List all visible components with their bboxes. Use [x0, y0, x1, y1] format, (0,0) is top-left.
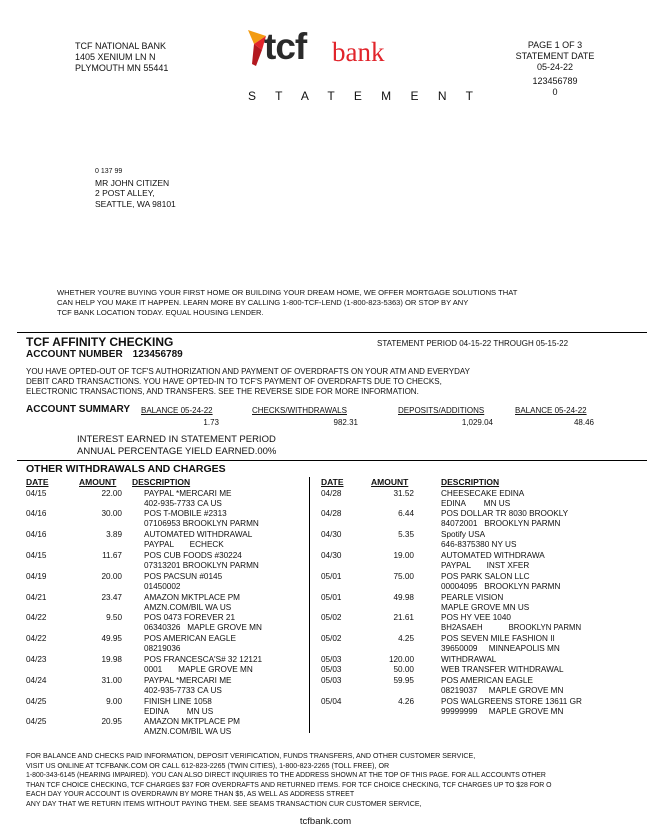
- bank-website: tcfbank.com: [299, 816, 352, 827]
- tx-date: 04/15: [26, 489, 47, 498]
- tx-date: 04/25: [26, 697, 47, 706]
- account-reference-sub: 0: [552, 87, 558, 97]
- tx-amount: 19.00: [393, 551, 414, 560]
- logo-tcf-text: tcf: [264, 26, 307, 67]
- tx-date: 05/03: [321, 676, 342, 685]
- tx-description: PAYPAL *MERCARI ME: [144, 489, 232, 498]
- tx-description-detail: 08219037 MAPLE GROVE MN: [441, 685, 564, 695]
- tx-description: AUTOMATED WITHDRAWA: [441, 551, 545, 560]
- tx-description: POS AMERICAN EAGLE: [441, 676, 533, 685]
- tx-description: WITHDRAWAL: [441, 655, 497, 664]
- tx-date: 04/16: [26, 530, 47, 539]
- tx-amount: 31.00: [101, 676, 122, 685]
- notice-line: YOU HAVE OPTED-OUT OF TCF'S AUTHORIZATION AND PAYMENT OF OVERDRAFTS ON YOUR ATM AND EVERYDAY: [26, 367, 470, 376]
- customer-code: 0 137 99: [95, 168, 123, 175]
- footer-line: VISIT US ONLINE AT TCFBANK.COM OR CALL 612-823-2265 (TWIN CITIES), 1-800-823-2265 (TOLL FREE), OR: [26, 761, 390, 770]
- tx-amount: 19.98: [101, 655, 122, 664]
- footer-line: ANY DAY THAT WE RETURN ITEMS WITHOUT PAYING THEM. SEE SEAMS TRANSACTION CUR CUSTOMER SERVICE,: [26, 799, 422, 808]
- tx-date: 04/19: [26, 572, 47, 581]
- tx-description-detail: 84072001 BROOKLYN PARMN: [441, 518, 561, 528]
- tx-amount: 59.95: [393, 676, 414, 685]
- tx-description: FINISH LINE 1058: [144, 697, 212, 706]
- statement-heading: S T A T E M E N T: [248, 89, 481, 103]
- tx-description: POS PARK SALON LLC: [441, 572, 530, 581]
- tx-description-detail: WEB TRANSFER WITHDRAWAL: [441, 664, 564, 674]
- footer-line: FOR BALANCE AND CHECKS PAID INFORMATION, DEPOSIT VERIFICATION, FUNDS TRANSFERS, AND OTHER CUSTOMER SERVICE,: [26, 752, 476, 760]
- tx-amount: 4.26: [398, 697, 414, 706]
- tx-description: POS DOLLAR TR 8030 BROOKLY: [441, 509, 569, 518]
- tx-description: PEARLE VISION: [441, 593, 504, 602]
- tx-date: 05/01: [321, 593, 342, 602]
- tx-date: 05/03: [321, 655, 342, 664]
- tx-amount: 3.89: [106, 530, 122, 539]
- promo-line: CAN HELP YOU MAKE IT HAPPEN. LEARN MORE BY CALLING 1-800-TCF-LEND (1-800-823-5363) OR STOP BY ANY: [57, 298, 469, 307]
- tx-description: POS CUB FOODS #30224: [144, 551, 242, 560]
- tx-date: 04/25: [26, 717, 47, 726]
- tx-amount: 5.35: [398, 530, 414, 539]
- tx-amount: 11.67: [102, 551, 122, 560]
- summary-closing-balance: 48.46: [573, 418, 594, 427]
- tx-description: POS AMERICAN EAGLE: [144, 634, 236, 643]
- account-reference: 123456789: [532, 76, 578, 86]
- withdrawals-title: OTHER WITHDRAWALS AND CHARGES: [26, 463, 226, 475]
- summary-header-closing-balance: BALANCE 05-24-22: [515, 406, 587, 415]
- tx-date: 04/24: [26, 676, 47, 685]
- tx-description-detail: 646-8375380 NY US: [441, 539, 517, 549]
- tx-amount: 49.95: [101, 634, 122, 643]
- tx-amount: 50.00: [393, 664, 414, 674]
- statement-header-info: [500, 40, 610, 98]
- tx-amount: 9.00: [106, 697, 122, 706]
- tx-date: 04/22: [26, 613, 47, 622]
- tx-date: 05/01: [321, 572, 342, 581]
- tx-description: POS WALGREENS STORE 13611 GR: [441, 697, 582, 706]
- tcf-bank-logo: [246, 28, 406, 78]
- col-header-date: DATE: [26, 477, 49, 487]
- bank-name: TCF NATIONAL BANK: [75, 41, 167, 51]
- summary-header-withdrawals: CHECKS/WITHDRAWALS: [252, 406, 347, 415]
- notice-line: DEBIT CARD TRANSACTIONS. YOU HAVE OPTED-IN TO TCF'S PAYMENT OF OVERDRAFTS DUE TO CHECKS,: [26, 377, 442, 386]
- tx-date: 04/21: [26, 593, 47, 602]
- col-header-description: DESCRIPTION: [132, 477, 191, 487]
- tx-description-detail: MAPLE GROVE MN US: [441, 602, 530, 612]
- tx-date: 05/02: [321, 613, 342, 622]
- account-number-label: ACCOUNT NUMBER: [26, 349, 123, 360]
- logo-bank-text: bank: [332, 37, 385, 67]
- col-header-amount: AMOUNT: [371, 477, 409, 487]
- tx-amount: 120.00: [388, 655, 414, 664]
- summary-header-deposits: DEPOSITS/ADDITIONS: [398, 406, 485, 415]
- tx-description-detail: 00004095 BROOKLYN PARMN: [441, 581, 561, 591]
- tx-date: 04/28: [321, 509, 342, 518]
- promo-line: TCF BANK LOCATION TODAY. EQUAL HOUSING LENDER.: [57, 308, 264, 317]
- tx-description-detail: 0001 MAPLE GROVE MN: [144, 664, 253, 674]
- tx-description-detail: PAYPAL ECHECK: [144, 539, 224, 549]
- tx-amount: 20.00: [101, 572, 122, 581]
- tx-description-detail: 99999999 MAPLE GROVE MN: [441, 706, 564, 716]
- statement-period: STATEMENT PERIOD 04-15-22 THROUGH 05-15-22: [377, 339, 569, 348]
- tx-description-detail: EDINA MN US: [144, 706, 214, 716]
- tx-description-detail: 402-935-7733 CA US: [144, 498, 222, 508]
- tx-amount: 49.98: [393, 593, 414, 602]
- tx-date: 04/16: [26, 509, 47, 518]
- tx-description: AMAZON MKTPLACE PM: [144, 593, 240, 602]
- tx-description-detail: 402-935-7733 CA US: [144, 685, 222, 695]
- tx-date: 05/02: [321, 634, 342, 643]
- tx-amount: 30.00: [101, 509, 122, 518]
- tx-description: POS 0473 FOREVER 21: [144, 613, 236, 622]
- tx-amount: 31.52: [393, 489, 414, 498]
- tx-date: 04/28: [321, 489, 342, 498]
- tx-amount: 6.44: [398, 509, 414, 518]
- tx-description-detail: 08219036: [144, 643, 181, 653]
- summary-opening-balance: 1.73: [203, 418, 219, 427]
- notice-line: ELECTRONIC TRANSACTIONS, AND TRANSFERS. SEE THE REVERSE SIDE FOR MORE INFORMATION.: [26, 387, 419, 396]
- section-divider: [17, 460, 647, 461]
- footer-line: EACH DAY YOUR ACCOUNT IS OVERDRAWN BY MORE THAN $5, AS WELL AS ADDRESS STREET: [26, 790, 355, 799]
- tx-description-detail: AMZN.COM/BIL WA US: [144, 726, 232, 736]
- tx-amount: 4.25: [398, 634, 414, 643]
- footer-line: THAN TCF CHOICE CHECKING, TCF CHARGES $37 FOR OVERDRAFTS AND RETURNED ITEMS. FOR TCF CHOICE CHECKING, TCF CHARGES UP TO $28 FOR O: [26, 781, 552, 789]
- interest-info: [77, 434, 276, 458]
- tx-description: Spotify USA: [441, 530, 486, 539]
- annual-percentage-yield: ANNUAL PERCENTAGE YIELD EARNED.00%: [77, 446, 277, 457]
- tx-date: 04/22: [26, 634, 47, 643]
- tx-amount: 75.00: [393, 572, 414, 581]
- bank-address: [75, 41, 168, 74]
- tx-date: 05/03: [321, 664, 342, 674]
- tx-amount: 23.47: [101, 593, 122, 602]
- tx-description: PAYPAL *MERCARI ME: [144, 676, 232, 685]
- summary-header-opening-balance: BALANCE 05-24-22: [141, 406, 213, 415]
- tx-description-detail: 01450002: [144, 581, 181, 591]
- tx-amount: 22.00: [101, 489, 122, 498]
- statement-date: 05-24-22: [536, 62, 574, 72]
- col-header-date: DATE: [321, 477, 344, 487]
- tx-date: 05/04: [321, 697, 342, 706]
- account-number-row: [26, 349, 183, 360]
- bank-address-line1: 1405 XENIUM LN N: [75, 52, 156, 62]
- tx-description-detail: PAYPAL INST XFER: [441, 560, 530, 570]
- column-divider: [309, 477, 310, 733]
- tx-description: POS HY VEE 1040: [441, 613, 511, 622]
- mortgage-promo: [57, 288, 582, 318]
- account-title: TCF AFFINITY CHECKING: [26, 335, 174, 349]
- tx-description-detail: AMZN.COM/BIL WA US: [144, 602, 232, 612]
- interest-earned: INTEREST EARNED IN STATEMENT PERIOD: [77, 434, 276, 445]
- account-number: 123456789: [132, 349, 183, 360]
- tx-description: CHEESECAKE EDINA: [441, 489, 525, 498]
- tx-date: 04/30: [321, 530, 342, 539]
- statement-date-label: STATEMENT DATE: [515, 51, 595, 61]
- section-divider: [17, 332, 647, 333]
- tx-description: AUTOMATED WITHDRAWAL: [144, 530, 253, 539]
- page-number: PAGE 1 OF 3: [527, 40, 583, 50]
- footer-line: 1-800-343-6145 (HEARING IMPAIRED). YOU CAN ALSO DIRECT INQUIRIES TO THE ADDRESS SHOWN AT THE TOP OF THIS PAGE. FOR ALL ACCOUNTS OTHER: [26, 772, 546, 780]
- tx-description-detail: 06340326 MAPLE GROVE MN: [144, 622, 262, 632]
- tx-description: AMAZON MKTPLACE PM: [144, 717, 240, 726]
- customer-city: SEATTLE, WA 98101: [95, 198, 176, 209]
- tx-date: 04/23: [26, 655, 47, 664]
- tx-description-detail: 07106953 BROOKLYN PARMN: [144, 518, 259, 528]
- promo-line: WHETHER YOU'RE BUYING YOUR FIRST HOME OR BUILDING YOUR DREAM HOME, WE OFFER MORTGAGE SOLUTIONS THAT: [57, 288, 518, 297]
- tx-amount: 20.95: [101, 717, 122, 726]
- customer-name: MR JOHN CITIZEN: [95, 177, 170, 188]
- bank-address-line2: PLYMOUTH MN 55441: [75, 63, 169, 73]
- col-header-amount: AMOUNT: [79, 477, 117, 487]
- customer-address: [95, 167, 176, 209]
- overdraft-notice: [26, 367, 536, 397]
- tx-description: POS SEVEN MILE FASHION II: [441, 634, 555, 643]
- tx-amount: 9.50: [106, 613, 122, 622]
- tx-description-detail: BH2ASAEH BROOKLYN PARMN: [441, 622, 582, 632]
- tx-description-detail: EDINA MN US: [441, 498, 511, 508]
- col-header-description: DESCRIPTION: [441, 477, 500, 487]
- summary-withdrawals: 982.31: [333, 418, 358, 427]
- tx-amount: 21.61: [393, 613, 414, 622]
- tx-description: POS FRANCESCA'S# 32 12121: [144, 655, 263, 664]
- tx-description: POS PACSUN #0145: [144, 572, 223, 581]
- tx-date: 04/30: [321, 551, 342, 560]
- tx-description-detail: 07313201 BROOKLYN PARMN: [144, 560, 259, 570]
- tx-description-detail: 39650009 MINNEAPOLIS MN: [441, 643, 560, 653]
- account-summary-title: ACCOUNT SUMMARY: [26, 404, 131, 415]
- footer-disclosure: [26, 752, 632, 810]
- tx-description: POS T-MOBILE #2313: [144, 509, 227, 518]
- customer-street: 2 POST ALLEY,: [95, 188, 155, 198]
- summary-deposits: 1,029.04: [461, 418, 493, 427]
- tx-date: 04/15: [26, 551, 47, 560]
